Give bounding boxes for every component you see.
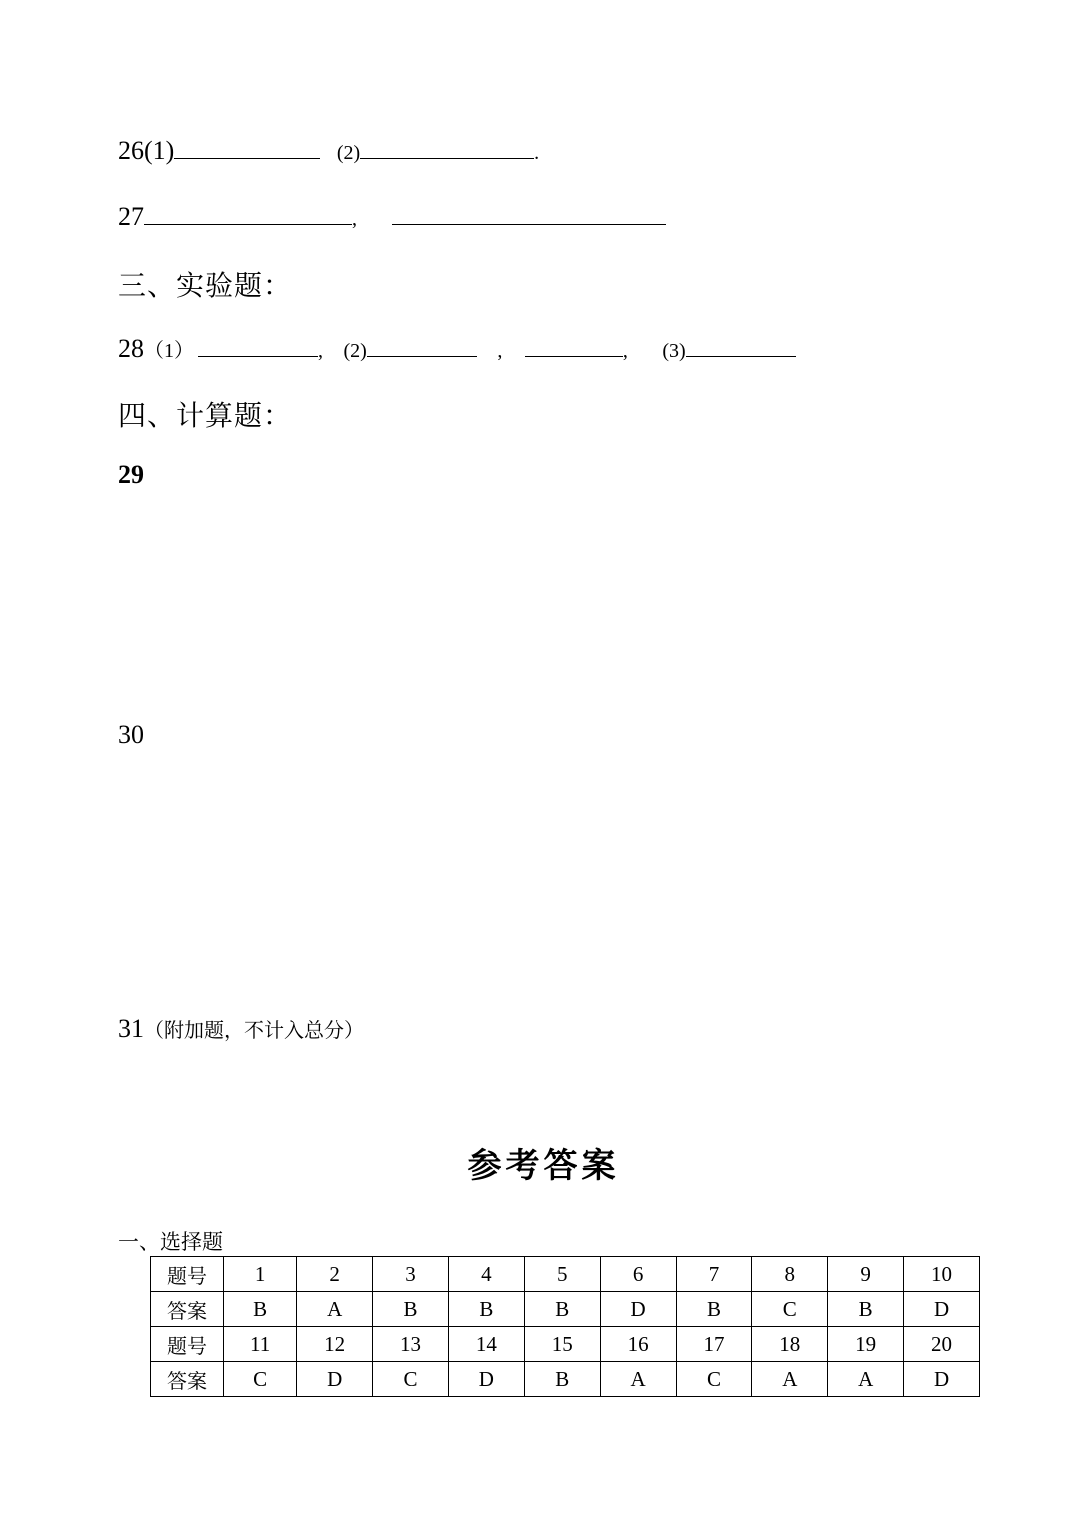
table-cell: A	[600, 1362, 676, 1397]
question-28-number: 28	[118, 334, 144, 363]
question-26-part2-label: (2)	[336, 142, 361, 164]
answer-section-label: 一、选择题	[118, 1230, 223, 1254]
table-cell: 15	[524, 1327, 600, 1362]
table-cell: B	[524, 1362, 600, 1397]
table-cell: 3	[373, 1257, 449, 1292]
table-row-header: 答案	[151, 1362, 224, 1397]
table-cell: C	[224, 1362, 297, 1397]
table-cell: 14	[448, 1327, 524, 1362]
question-27-separator: ,	[352, 208, 357, 230]
question-29-number: 29	[118, 460, 144, 489]
answer-blank-27-2[interactable]	[392, 204, 666, 225]
question-31	[118, 1014, 364, 1044]
answer-blank-27-1[interactable]	[144, 204, 352, 225]
table-cell: D	[448, 1362, 524, 1397]
table-cell: 4	[448, 1257, 524, 1292]
table-cell: 7	[676, 1257, 752, 1292]
table-cell: B	[373, 1292, 449, 1327]
table-row	[151, 1362, 980, 1397]
answer-table	[150, 1256, 980, 1397]
table-cell: 20	[904, 1327, 980, 1362]
question-26-end: .	[534, 142, 540, 164]
table-cell: D	[904, 1362, 980, 1397]
table-row	[151, 1257, 980, 1292]
table-cell: 10	[904, 1257, 980, 1292]
table-row-header: 题号	[151, 1327, 224, 1362]
answer-table-body	[151, 1257, 980, 1397]
section-heading-experiment: 三、实验题：	[118, 269, 293, 302]
table-cell: 18	[752, 1327, 828, 1362]
answer-blank-26-1[interactable]	[174, 138, 320, 159]
question-31-note: （附加题，不计入总分）	[144, 1018, 364, 1042]
table-cell: A	[297, 1292, 373, 1327]
table-row	[151, 1292, 980, 1327]
answer-blank-28-1[interactable]	[198, 336, 318, 357]
table-cell: A	[828, 1362, 904, 1397]
table-cell: B	[448, 1292, 524, 1327]
table-cell: C	[373, 1362, 449, 1397]
table-row	[151, 1327, 980, 1362]
question-28	[118, 334, 796, 364]
table-cell: 1	[224, 1257, 297, 1292]
table-cell: A	[752, 1362, 828, 1397]
question-27	[118, 202, 666, 232]
question-28-part1-label: （1）	[144, 340, 194, 362]
table-cell: 12	[297, 1327, 373, 1362]
answer-blank-28-2[interactable]	[367, 336, 477, 357]
question-28-sep2: ,	[497, 340, 503, 362]
answer-blank-28-3[interactable]	[525, 336, 623, 357]
table-cell: 17	[676, 1327, 752, 1362]
table-cell: D	[297, 1362, 373, 1397]
table-cell: B	[828, 1292, 904, 1327]
section-heading-calculation: 四、计算题：	[118, 399, 293, 432]
question-30-number: 30	[118, 720, 144, 749]
question-31-number: 31	[118, 1014, 144, 1043]
table-cell: 11	[224, 1327, 297, 1362]
table-cell: 9	[828, 1257, 904, 1292]
table-cell: D	[904, 1292, 980, 1327]
question-28-sep1: ,	[318, 340, 323, 362]
question-27-number: 27	[118, 202, 144, 231]
table-cell: D	[600, 1292, 676, 1327]
table-cell: 19	[828, 1327, 904, 1362]
table-cell: 13	[373, 1327, 449, 1362]
question-28-part2-label: (2)	[343, 340, 367, 362]
answer-key-title: 参考答案	[467, 1146, 620, 1186]
table-cell: 8	[752, 1257, 828, 1292]
question-28-sep3: ,	[622, 340, 628, 362]
table-cell: C	[752, 1292, 828, 1327]
question-26-number: 26(1)	[118, 136, 175, 165]
table-row-header: 答案	[151, 1292, 224, 1327]
table-cell: 6	[600, 1257, 676, 1292]
question-26	[118, 136, 539, 166]
table-cell: 2	[297, 1257, 373, 1292]
table-cell: 5	[524, 1257, 600, 1292]
answer-blank-28-4[interactable]	[686, 336, 796, 357]
question-28-part3-label: (3)	[662, 340, 686, 362]
table-cell: B	[676, 1292, 752, 1327]
table-cell: B	[524, 1292, 600, 1327]
table-cell: 16	[600, 1327, 676, 1362]
table-cell: C	[676, 1362, 752, 1397]
table-cell: B	[224, 1292, 297, 1327]
answer-blank-26-2[interactable]	[360, 138, 534, 159]
table-row-header: 题号	[151, 1257, 224, 1292]
